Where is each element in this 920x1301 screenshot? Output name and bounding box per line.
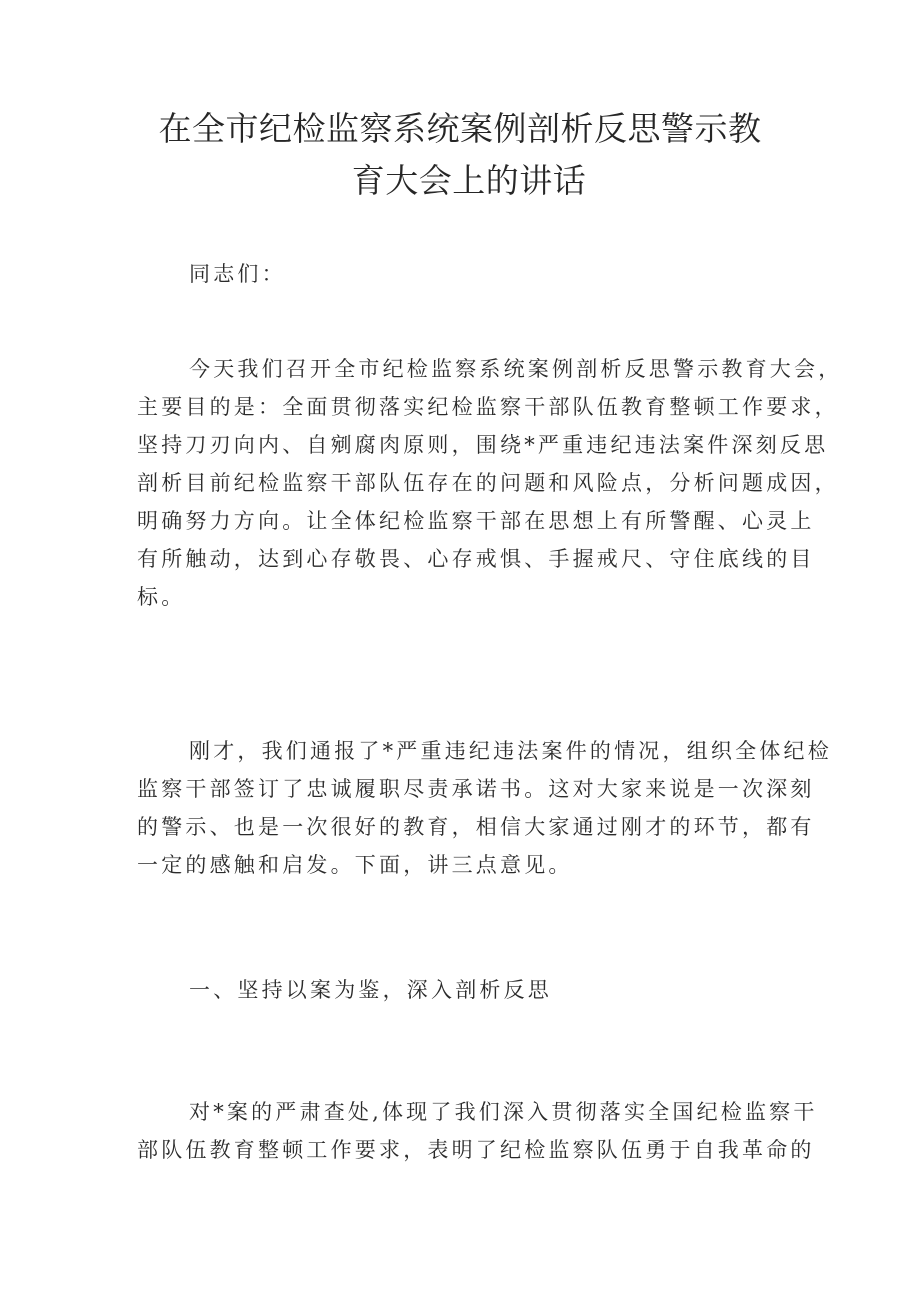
paragraph-1	[137, 350, 843, 616]
title-line: 育大会上的讲话	[351, 161, 587, 200]
section-heading	[137, 971, 797, 1009]
paragraph-line: 监察干部签订了忠诚履职尽责承诺书。这对大家来说是一次深刻	[137, 777, 815, 801]
section-heading-text: 一、坚持以案为鉴，深入剖析反思	[189, 978, 552, 1002]
paragraph-2	[137, 732, 832, 884]
paragraph-line: 部队伍教育整顿工作要求，表明了纪检监察队伍勇于自我革命的	[137, 1138, 815, 1162]
document-title	[0, 103, 920, 207]
greeting	[137, 255, 797, 293]
paragraph-line: 今天我们召开全市纪检监察系统案例剖析反思警示教育大会，	[189, 357, 843, 381]
paragraph-line: 明确努力方向。让全体纪检监察干部在思想上有所警醒、心灵上	[137, 509, 815, 533]
paragraph-line: 对*案的严肃查处,体现了我们深入贯彻落实全国纪检监察干	[189, 1100, 818, 1124]
paragraph-line: 刚才，我们通报了*严重违纪违法案件的情况，组织全体纪检	[189, 739, 832, 763]
paragraph-line: 坚持刀刃向内、自剜腐肉原则，围绕*严重违纪违法案件深刻反思	[137, 433, 829, 457]
paragraph-line: 标。	[137, 585, 186, 609]
greeting-text: 同志们：	[189, 262, 286, 286]
paragraph-line: 剖析目前纪检监察干部队伍存在的问题和风险点，分析问题成因，	[137, 471, 839, 495]
paragraph-line: 有所触动，达到心存敬畏、心存戒惧、手握戒尺、守住底线的目	[137, 547, 815, 571]
title-line: 在全市纪检监察系统案例剖析反思警示教	[158, 109, 762, 148]
paragraph-line: 主要目的是：全面贯彻落实纪检监察干部队伍教育整顿工作要求，	[137, 395, 839, 419]
paragraph-3	[137, 1093, 818, 1169]
paragraph-line: 一定的感触和启发。下面，讲三点意见。	[137, 853, 573, 877]
paragraph-line: 的警示、也是一次很好的教育，相信大家通过刚才的环节，都有	[137, 815, 815, 839]
